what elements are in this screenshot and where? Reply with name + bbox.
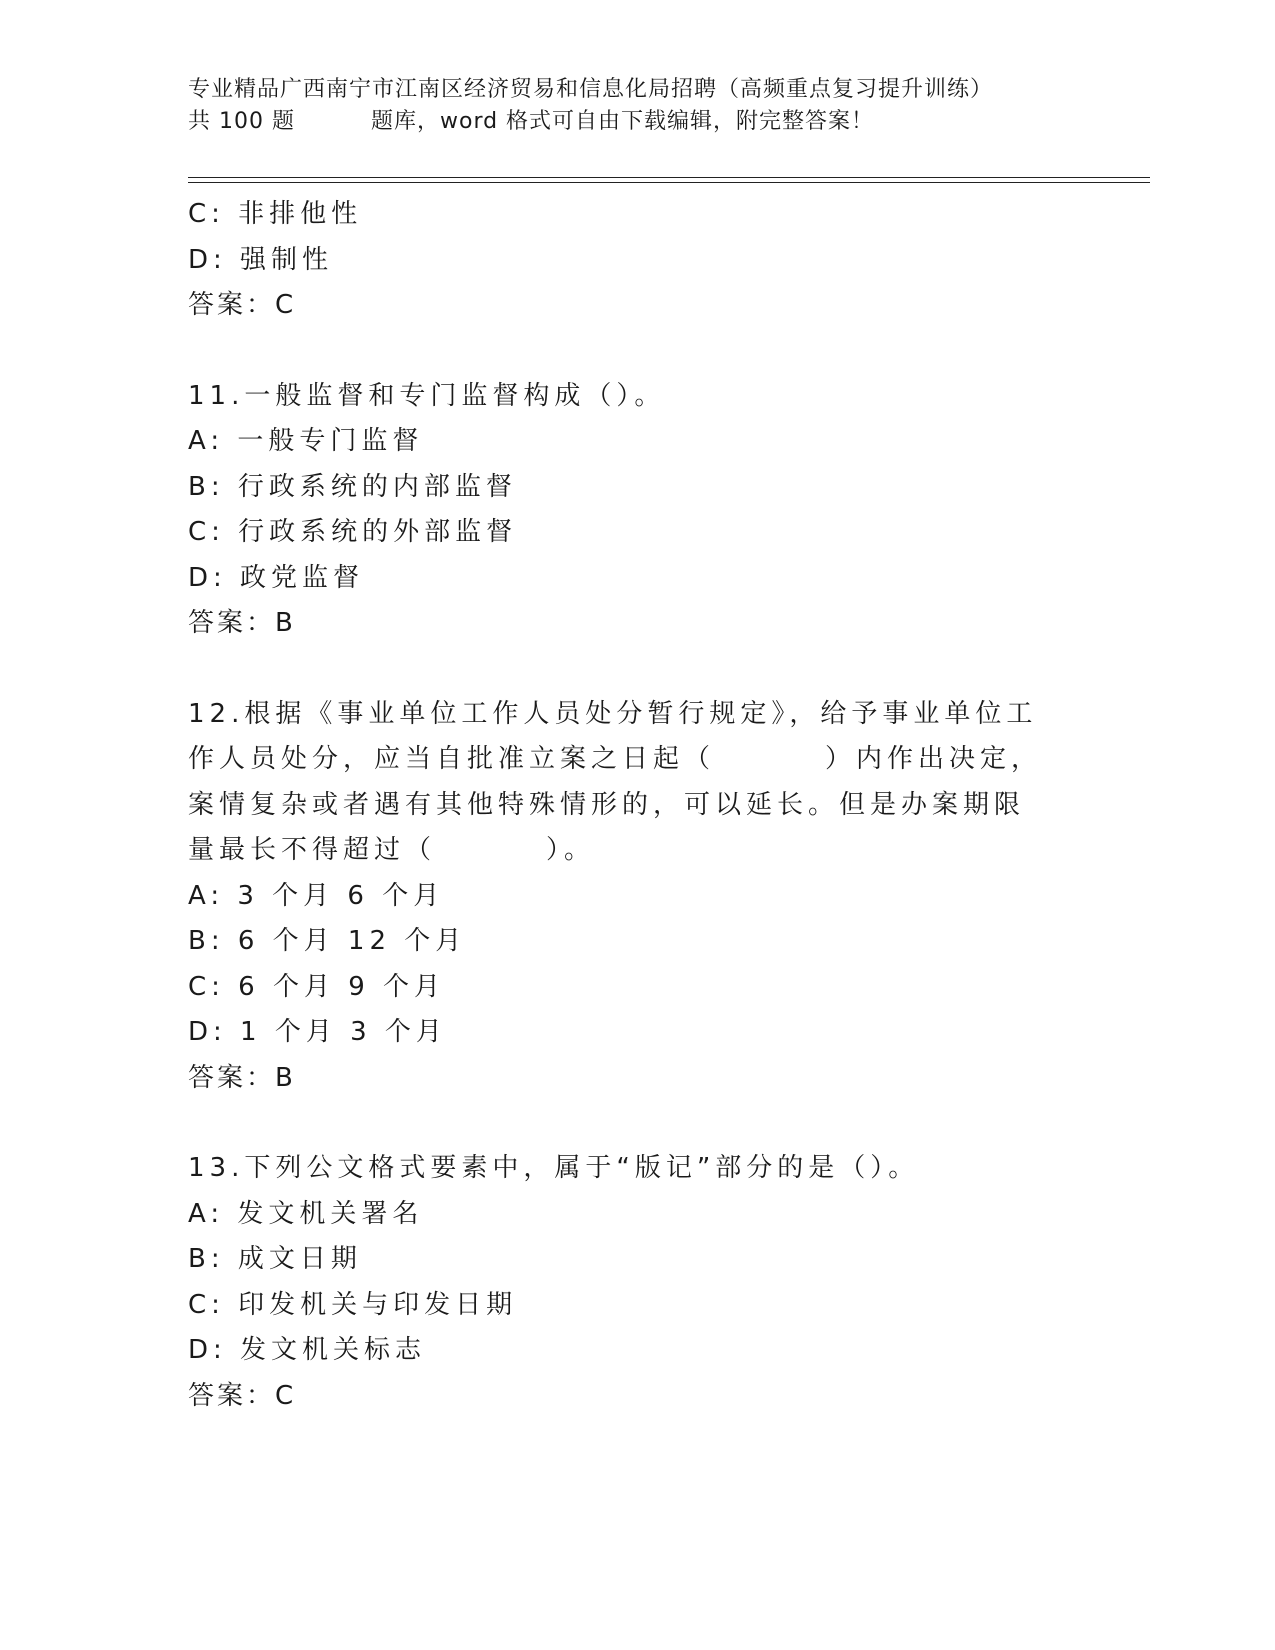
option-c: C: 6 个月 9 个月 <box>188 971 446 1002</box>
answer: 答案：C <box>188 290 297 320</box>
header-divider-bottom <box>188 182 1150 183</box>
question-stem: 13.下列公文格式要素中，属于“版记”部分的是（）。 <box>188 1153 920 1183</box>
option-a: A: 3 个月 6 个月 <box>188 880 445 911</box>
question-list <box>188 192 1088 1464</box>
page-header <box>188 74 1088 138</box>
option-c: C: 行政系统的外部监督 <box>188 517 518 547</box>
header-description: 题库，word 格式可自由下载编辑，附完整答案！ <box>370 109 875 134</box>
option-b: B: 成文日期 <box>188 1244 362 1274</box>
question-count: 共 100 题 <box>188 109 295 134</box>
header-divider-top <box>188 177 1150 178</box>
option-c: C: 非排他性 <box>188 199 363 229</box>
stem-part-1: 12.根据《事业单位工作人员处分暂行规定》，给予事业单位工作人员处分，应当自批准立案之日起（ <box>188 698 1038 774</box>
question-block-prev <box>188 192 1088 329</box>
answer: 答案：C <box>188 1380 297 1411</box>
question-stem <box>188 692 1048 874</box>
option-d: D: 强制性 <box>188 244 334 275</box>
stem-part-2: ）内作出决定，案情复杂或者遇有其他特殊情形的，可以延长。但是办案期限量最长不得超过（ <box>188 744 1043 865</box>
question-block-11 <box>188 374 1088 647</box>
stem-part-3: ）。 <box>546 835 596 865</box>
question-block-12 <box>188 692 1088 1102</box>
option-b: B: 6 个月 12 个月 <box>188 926 467 956</box>
question-block-13 <box>188 1146 1088 1419</box>
option-c: C: 印发机关与印发日期 <box>188 1289 518 1320</box>
header-subtitle <box>188 106 1088 138</box>
answer: 答案：B <box>188 1062 296 1093</box>
option-d: D: 发文机关标志 <box>188 1335 427 1365</box>
answer: 答案：B <box>188 608 296 638</box>
question-stem: 11.一般监督和专门监督构成（）。 <box>188 380 666 411</box>
header-title: 专业精品广西南宁市江南区经济贸易和信息化局招聘（高频重点复习提升训练） <box>188 77 994 102</box>
option-b: B: 行政系统的内部监督 <box>188 471 517 502</box>
option-d: D: 1 个月 3 个月 <box>188 1017 447 1047</box>
option-a: A: 一般专门监督 <box>188 426 424 456</box>
option-d: D: 政党监督 <box>188 562 365 593</box>
option-a: A: 发文机关署名 <box>188 1198 424 1229</box>
